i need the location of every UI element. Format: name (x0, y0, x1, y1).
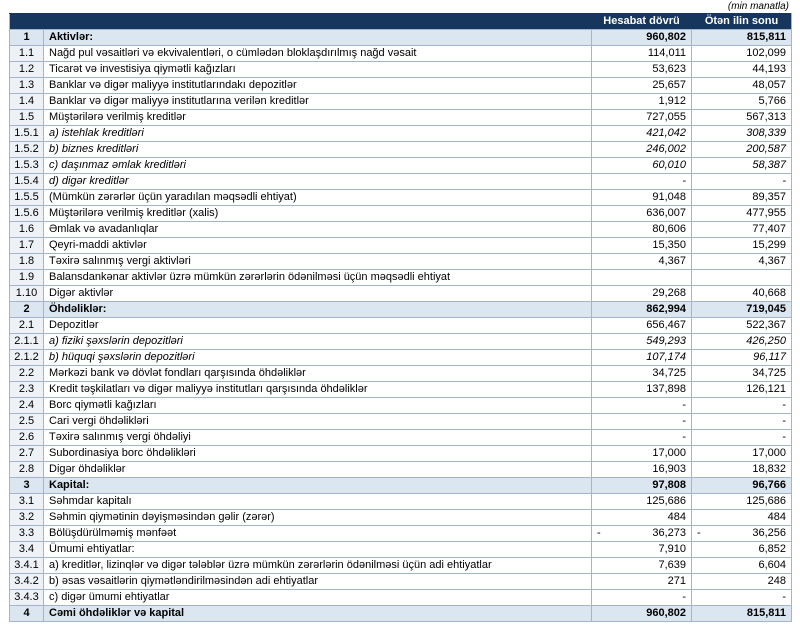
balance-sheet-body (10, 30, 792, 622)
row-number: 2.3 (10, 382, 44, 398)
row-label: b) hüquqi şəxslərin depozitləri (44, 350, 592, 366)
value-previous: 126,121 (692, 382, 792, 398)
row-number: 2 (10, 302, 44, 318)
row-number: 1.10 (10, 286, 44, 302)
table-row (10, 574, 792, 590)
row-label: Banklar və digər maliyyə institutlarındakı depozitlər (44, 78, 592, 94)
row-label: d) digər kreditlər (44, 174, 592, 190)
value-previous: 426,250 (692, 334, 792, 350)
row-number: 1.1 (10, 46, 44, 62)
row-label: Səhmdar kapitalı (44, 494, 592, 510)
row-label: Nağd pul vəsaitləri və ekvivalentləri, o cümlədən bloklaşdırılmış nağd vəsait (44, 46, 592, 62)
row-number: 1.2 (10, 62, 44, 78)
row-label: Bölüşdürülməmiş mənfəət (44, 526, 592, 542)
value-current: 137,898 (592, 382, 692, 398)
table-row (10, 94, 792, 110)
value-current: 421,042 (592, 126, 692, 142)
value-current: - (592, 590, 692, 606)
row-number: 2.2 (10, 366, 44, 382)
table-row (10, 222, 792, 238)
header-previous-period: Ötən ilin sonu (692, 14, 792, 30)
negative-sign: - (697, 527, 701, 539)
row-label: Cari vergi öhdəlikləri (44, 414, 592, 430)
value-previous: - (692, 430, 792, 446)
value-current: - (592, 174, 692, 190)
row-number: 1.8 (10, 254, 44, 270)
row-label: Ümumi ehtiyatlar: (44, 542, 592, 558)
table-row (10, 286, 792, 302)
value-previous: - (692, 414, 792, 430)
row-number: 1.5.5 (10, 190, 44, 206)
value-current: 91,048 (592, 190, 692, 206)
row-number: 2.5 (10, 414, 44, 430)
value-previous: 40,668 (692, 286, 792, 302)
value-previous: 96,766 (692, 478, 792, 494)
row-label: Balansdankənar aktivlər üzrə mümkün zərərlərin ödənilməsi üçün məqsədli ehtiyat (44, 270, 592, 286)
row-label: Digər aktivlər (44, 286, 592, 302)
value-previous: 522,367 (692, 318, 792, 334)
table-row (10, 590, 792, 606)
value-current: 7,639 (592, 558, 692, 574)
value-previous: 719,045 (692, 302, 792, 318)
row-label: Borc qiymətli kağızları (44, 398, 592, 414)
row-label: c) digər ümumi ehtiyatlar (44, 590, 592, 606)
value-current: 7,910 (592, 542, 692, 558)
table-row (10, 558, 792, 574)
table-row (10, 142, 792, 158)
row-number: 3.4.3 (10, 590, 44, 606)
table-row (10, 270, 792, 286)
table-row (10, 526, 792, 542)
value-current: 34,725 (592, 366, 692, 382)
value-current (592, 526, 692, 542)
table-row (10, 542, 792, 558)
row-label: Öhdəliklər: (44, 302, 592, 318)
value-current: - (592, 430, 692, 446)
row-number: 1.7 (10, 238, 44, 254)
table-row (10, 110, 792, 126)
table-row (10, 254, 792, 270)
value-previous: 815,811 (692, 30, 792, 46)
row-label: b) əsas vəsaitlərin qiymətləndirilməsindən adi ehtiyatlar (44, 574, 592, 590)
value-previous: 58,387 (692, 158, 792, 174)
row-label: Təxirə salınmış vergi aktivləri (44, 254, 592, 270)
row-label: Mərkəzi bank və dövlət fondları qarşısında öhdəliklər (44, 366, 592, 382)
row-label: Cəmi öhdəliklər və kapital (44, 606, 592, 622)
value-current: 60,010 (592, 158, 692, 174)
table-row (10, 302, 792, 318)
row-label: Əmlak və avadanlıqlar (44, 222, 592, 238)
table-row (10, 238, 792, 254)
value-current: - (592, 414, 692, 430)
table-row (10, 446, 792, 462)
value-previous: 567,313 (692, 110, 792, 126)
value-current: 97,808 (592, 478, 692, 494)
table-row (10, 334, 792, 350)
value-current (592, 270, 692, 286)
row-label: Müştərilərə verilmiş kreditlər (44, 110, 592, 126)
value-previous: 484 (692, 510, 792, 526)
row-number: 3.4.2 (10, 574, 44, 590)
row-label: a) istehlak kreditləri (44, 126, 592, 142)
row-number: 1.5.1 (10, 126, 44, 142)
value-current: - (592, 398, 692, 414)
value-text: 36,273 (652, 527, 686, 539)
value-previous: 477,955 (692, 206, 792, 222)
table-header-row (10, 14, 792, 30)
value-current: 549,293 (592, 334, 692, 350)
table-row (10, 190, 792, 206)
table-row (10, 206, 792, 222)
value-previous: 34,725 (692, 366, 792, 382)
row-number: 2.7 (10, 446, 44, 462)
row-label: (Mümkün zərərlər üçün yaradılan məqsədli ehtiyat) (44, 190, 592, 206)
header-description-column (44, 14, 592, 30)
row-label: Aktivlər: (44, 30, 592, 46)
value-current: 53,623 (592, 62, 692, 78)
value-previous: 15,299 (692, 238, 792, 254)
value-previous: 200,587 (692, 142, 792, 158)
header-current-period: Hesabat dövrü (592, 14, 692, 30)
table-row (10, 398, 792, 414)
row-number: 2.6 (10, 430, 44, 446)
value-current: 15,350 (592, 238, 692, 254)
value-current: 484 (592, 510, 692, 526)
value-previous (692, 270, 792, 286)
row-label: c) daşınmaz əmlak kreditləri (44, 158, 592, 174)
value-current: 107,174 (592, 350, 692, 366)
row-label: Digər öhdəliklər (44, 462, 592, 478)
row-number: 1.5.3 (10, 158, 44, 174)
table-row (10, 494, 792, 510)
row-number: 2.8 (10, 462, 44, 478)
value-current: 4,367 (592, 254, 692, 270)
value-current: 271 (592, 574, 692, 590)
value-previous: 48,057 (692, 78, 792, 94)
row-number: 1.4 (10, 94, 44, 110)
row-number: 1.3 (10, 78, 44, 94)
row-label: a) fiziki şəxslərin depozitləri (44, 334, 592, 350)
table-row (10, 366, 792, 382)
value-current: 727,055 (592, 110, 692, 126)
header-number-column (10, 14, 44, 30)
value-current: 25,657 (592, 78, 692, 94)
row-number: 3.4.1 (10, 558, 44, 574)
row-number: 2.4 (10, 398, 44, 414)
value-previous: 44,193 (692, 62, 792, 78)
row-number: 3.1 (10, 494, 44, 510)
row-number: 4 (10, 606, 44, 622)
negative-sign: - (597, 527, 601, 539)
value-previous (692, 526, 792, 542)
value-current: 246,002 (592, 142, 692, 158)
table-row (10, 478, 792, 494)
table-row (10, 350, 792, 366)
value-previous: 18,832 (692, 462, 792, 478)
value-previous: 17,000 (692, 446, 792, 462)
row-label: Müştərilərə verilmiş kreditlər (xalis) (44, 206, 592, 222)
value-previous: - (692, 398, 792, 414)
row-label: Təxirə salınmış vergi öhdəliyi (44, 430, 592, 446)
value-previous: 5,766 (692, 94, 792, 110)
table-row (10, 606, 792, 622)
value-previous: 6,604 (692, 558, 792, 574)
value-current: 1,912 (592, 94, 692, 110)
row-label: Subordinasiya borc öhdəlikləri (44, 446, 592, 462)
value-current: 17,000 (592, 446, 692, 462)
table-row (10, 510, 792, 526)
row-label: Depozitlər (44, 318, 592, 334)
table-row (10, 158, 792, 174)
row-number: 2.1 (10, 318, 44, 334)
row-label: b) biznes kreditləri (44, 142, 592, 158)
row-label: Banklar və digər maliyyə institutlarına verilən kreditlər (44, 94, 592, 110)
row-number: 1.5.4 (10, 174, 44, 190)
table-row (10, 382, 792, 398)
row-label: Kredit təşkilatları və digər maliyyə institutları qarşısında öhdəliklər (44, 382, 592, 398)
value-current: 960,802 (592, 606, 692, 622)
value-current: 29,268 (592, 286, 692, 302)
value-previous: 308,339 (692, 126, 792, 142)
row-number: 3.4 (10, 542, 44, 558)
value-current: 16,903 (592, 462, 692, 478)
value-current: 862,994 (592, 302, 692, 318)
value-previous: 77,407 (692, 222, 792, 238)
row-number: 1.9 (10, 270, 44, 286)
table-row (10, 30, 792, 46)
table-row (10, 78, 792, 94)
value-previous: 248 (692, 574, 792, 590)
table-row (10, 318, 792, 334)
row-number: 2.1.2 (10, 350, 44, 366)
value-current: 80,606 (592, 222, 692, 238)
row-label: Kapital: (44, 478, 592, 494)
table-row (10, 62, 792, 78)
value-previous: 815,811 (692, 606, 792, 622)
table-row (10, 414, 792, 430)
value-previous: - (692, 174, 792, 190)
row-number: 3 (10, 478, 44, 494)
table-row (10, 430, 792, 446)
value-previous: 4,367 (692, 254, 792, 270)
row-number: 1.5 (10, 110, 44, 126)
row-number: 3.2 (10, 510, 44, 526)
table-row (10, 46, 792, 62)
value-previous: - (692, 590, 792, 606)
value-previous: 102,099 (692, 46, 792, 62)
row-number: 1 (10, 30, 44, 46)
table-row (10, 462, 792, 478)
row-number: 1.5.6 (10, 206, 44, 222)
row-label: Ticarət və investisiya qiymətli kağızları (44, 62, 592, 78)
value-current: 114,011 (592, 46, 692, 62)
row-number: 1.5.2 (10, 142, 44, 158)
value-current: 636,007 (592, 206, 692, 222)
value-current: 960,802 (592, 30, 692, 46)
currency-unit-note: (min manatla) (727, 1, 789, 12)
row-number: 2.1.1 (10, 334, 44, 350)
value-previous: 125,686 (692, 494, 792, 510)
value-previous: 89,357 (692, 190, 792, 206)
table-row (10, 174, 792, 190)
value-previous: 6,852 (692, 542, 792, 558)
row-number: 3.3 (10, 526, 44, 542)
value-previous: 96,117 (692, 350, 792, 366)
row-label: Səhmin qiymətinin dəyişməsindən gəlir (zərər) (44, 510, 592, 526)
value-current: 656,467 (592, 318, 692, 334)
row-number: 1.6 (10, 222, 44, 238)
row-label: a) kreditlər, lizinqlər və digər tələblər üzrə mümkün zərərlərin ödənilməsi üçün adi ehtiyatlar (44, 558, 592, 574)
row-label: Qeyri-maddi aktivlər (44, 238, 592, 254)
table-row (10, 126, 792, 142)
value-current: 125,686 (592, 494, 692, 510)
value-text: 36,256 (752, 527, 786, 539)
balance-sheet-table (9, 13, 792, 622)
